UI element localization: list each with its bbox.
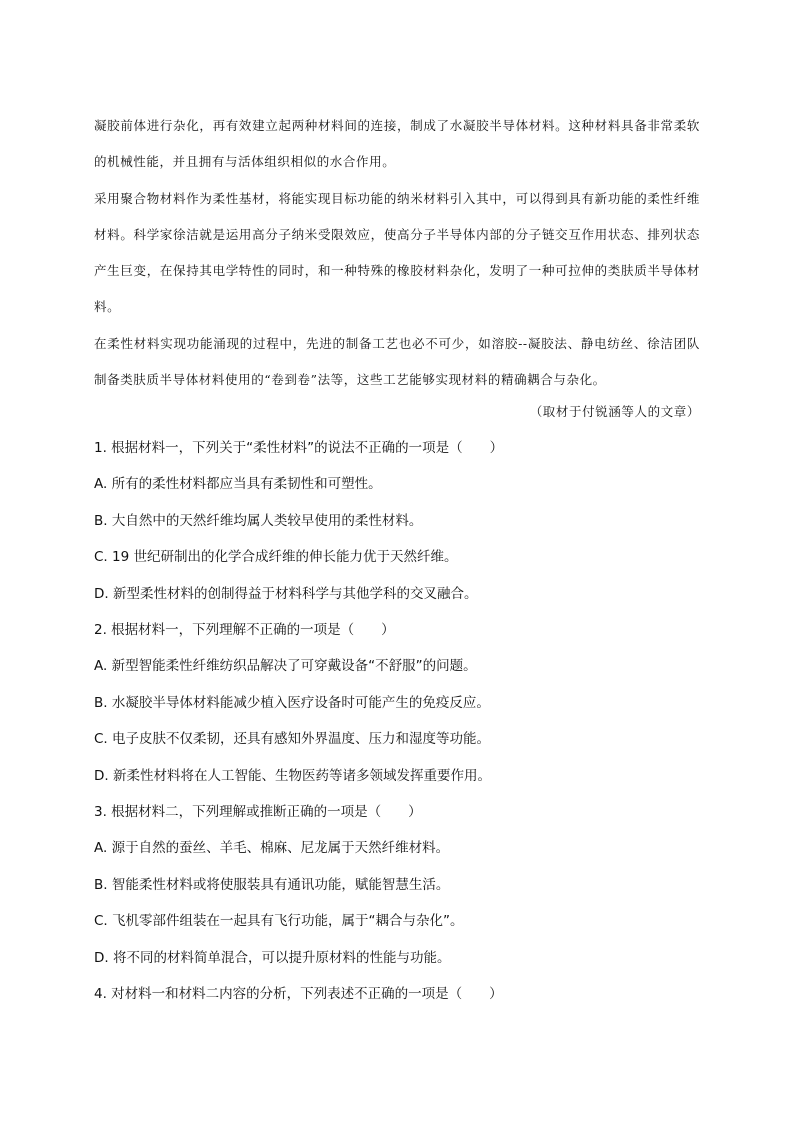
question-2 [94,612,700,794]
option-a: A. 新型智能柔性纤维纺织品解决了可穿戴设备“不舒服”的问题。 [94,658,477,675]
option-b: B. 大自然中的天然纤维均属人类较早使用的柔性材料。 [94,512,423,529]
passage-paragraph-3: 在柔性材料实现功能涌现的过程中，先进的制备工艺也必不可少，如溶胶--凝胶法、静电纺丝、徐洁团队制备类肤质半导体材料使用的“卷到卷”法等，这些工艺能够实现材料的精确耦合与杂化。 [94,335,700,388]
question-3 [94,794,700,976]
option-b: B. 智能柔性材料或将使服装具有通讯功能，赋能智慧生活。 [94,876,450,893]
question-stem: 4. 对材料一和材料二内容的分析，下列表述不正确的一项是（ ） [94,986,503,1003]
passage-paragraph-2: 采用聚合物材料作为柔性基材，将能实现目标功能的纳米材料引入其中，可以得到具有新功能的柔性纤维材料。科学家徐洁就是运用高分子纳米受限效应，使高分子半导体内部的分子链交互作用状态、排列状态产生巨变，在保持其电学特性的同时，和一种特殊的橡胶材料杂化，发明了一种可拉伸的类肤质半导体材料。 [94,190,700,315]
option-d: D. 新型柔性材料的创制得益于材料科学与其他学科的交叉融合。 [94,585,478,602]
option-d: D. 新柔性材料将在人工智能、生物医药等诸多领域发挥重要作用。 [94,767,491,784]
reading-passage [94,108,700,398]
question-stem: 1. 根据材料一，下列关于“柔性材料”的说法不正确的一项是（ ） [94,440,504,456]
question-list [94,430,700,1013]
question-4 [94,976,700,1012]
option-a: A. 源于自然的蚕丝、羊毛、棉麻、尼龙属于天然纤维材料。 [94,840,450,857]
option-d: D. 将不同的材料简单混合，可以提升原材料的性能与功能。 [94,949,451,966]
question-stem: 3. 根据材料二，下列理解或推断正确的一项是（ ） [94,804,422,821]
question-1 [94,430,700,612]
passage-paragraph-1: 凝胶前体进行杂化，再有效建立起两种材料间的连接，制成了水凝胶半导体材料。这种材料具备非常柔软的机械性能，并且拥有与活体组织相似的水合作用。 [94,118,700,170]
question-stem: 2. 根据材料一，下列理解不正确的一项是（ ） [94,622,395,639]
passage-source-note: （取材于付锐涵等人的文章） [529,404,700,419]
option-c: C. 飞机零部件组装在一起具有飞行功能，属于“耦合与杂化”。 [94,913,464,930]
option-a: A. 所有的柔性材料都应当具有柔韧性和可塑性。 [94,476,382,493]
option-b: B. 水凝胶半导体材料能减少植入医疗设备时可能产生的免疫反应。 [94,694,490,711]
option-c: C. 电子皮肤不仅柔韧，还具有感知外界温度、压力和湿度等功能。 [94,731,491,748]
option-c: C. 19 世纪研制出的化学合成纤维的伸长能力优于天然纤维。 [94,549,458,566]
